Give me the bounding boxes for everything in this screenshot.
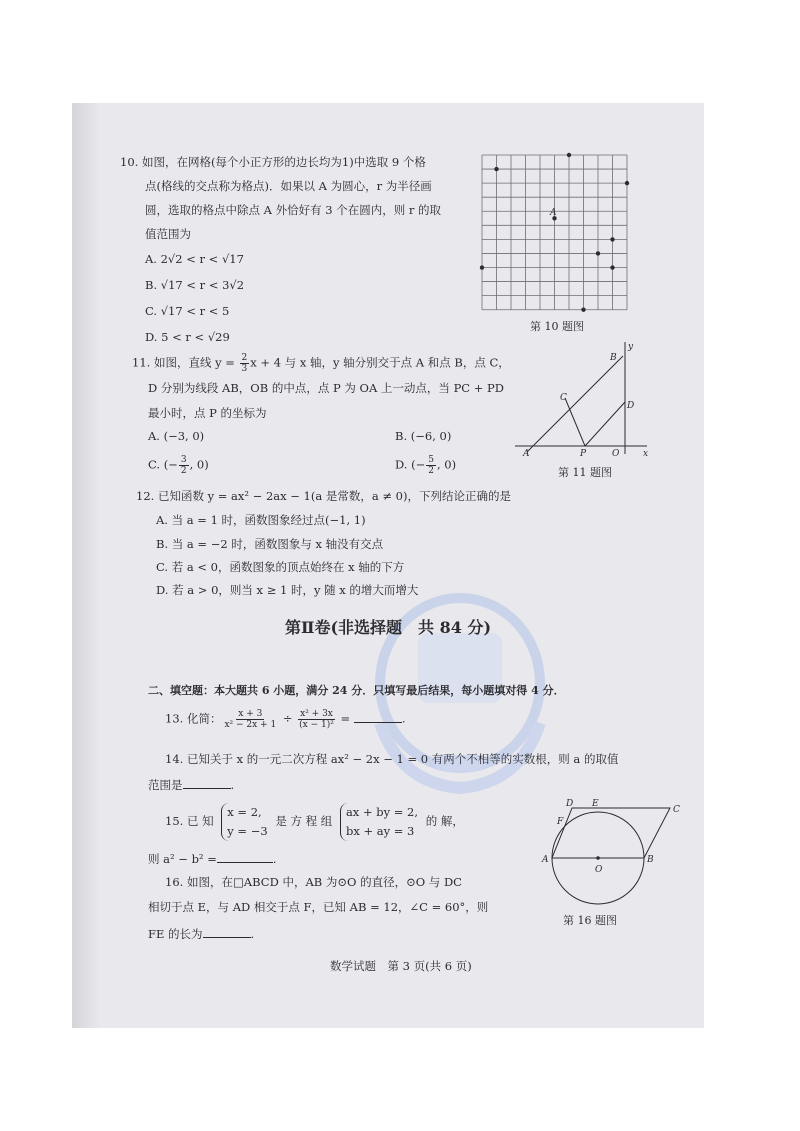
q11-label-a: A xyxy=(523,449,530,459)
q13-fraction-2 xyxy=(297,709,336,730)
q10-option-c: C. √17 < r < 5 xyxy=(145,304,230,318)
q13-frac1-den: x² − 2x + 1 xyxy=(224,720,277,730)
grid-point xyxy=(581,308,585,312)
q11-option-d-post: , 0) xyxy=(436,457,457,472)
q11-option-c-post: , 0) xyxy=(189,457,209,472)
q11-line1-a: 11. 如图，直线 y = xyxy=(132,355,239,370)
q12-option-c: C. 若 a < 0，函数图象的顶点始终在 x 轴的下方 xyxy=(156,560,405,574)
q15-sys2-row2: bx + ay = 3 xyxy=(345,824,415,838)
q16-line3: FE 的长为 . xyxy=(148,927,255,941)
q11-option-c-num: 3 xyxy=(180,455,187,465)
q16-answer-blank[interactable] xyxy=(203,925,251,938)
q11-option-a: A. (−3, 0) xyxy=(148,429,205,443)
q14-line2-pre: 范围是 xyxy=(148,778,183,792)
grid-point xyxy=(610,237,614,241)
q13-pre: 13. 化简： xyxy=(165,711,222,726)
q12-option-b: B. 当 a = −2 时，函数图象与 x 轴没有交点 xyxy=(156,537,384,551)
q16-line3-pre: FE 的长为 xyxy=(148,927,203,941)
q10-label-a: A xyxy=(550,208,557,218)
q16-label-b: B xyxy=(647,855,654,865)
q10-line3: 圆，选取的格点中除点 A 外恰好有 3 个在圆内，则 r 的取 xyxy=(145,203,442,217)
q11-line1-b: x + 4 与 x 轴，y 轴分别交于点 A 和点 B，点 C， xyxy=(250,355,510,370)
q13-line: 13. 化简： $\frac{x + 3}{\text{x² − 2x + 1}}$ ÷ $\frac{\text{x² + 3x}}{\text{(x − 1)²}}$ = . xyxy=(165,709,406,730)
q11-slope-num: 2 xyxy=(241,353,248,363)
q11-option-c xyxy=(148,455,209,476)
q16-label-a: A xyxy=(542,855,549,865)
q11-slope-fraction xyxy=(240,353,250,374)
q11-caption: 第 11 题图 xyxy=(558,466,612,479)
q11-line2: D 分别为线段 AB，OB 的中点，点 P 为 OA 上一动点，当 PC + PD xyxy=(148,381,505,395)
q14-answer-blank[interactable] xyxy=(183,776,231,789)
q15-line1 xyxy=(165,803,464,841)
q16-label-c: C xyxy=(673,805,680,815)
q16-label-f: F xyxy=(557,817,564,827)
q12-option-a: A. 当 a = 1 时，函数图象经过点(−1, 1) xyxy=(156,513,366,527)
q11-label-c: C xyxy=(560,393,567,403)
q15-answer-blank[interactable] xyxy=(217,850,273,863)
q11-option-c-den: 2 xyxy=(180,466,187,476)
q15-system-1 xyxy=(221,803,267,841)
q15-sys1-row2: y = −3 xyxy=(227,824,268,838)
q15-pre: 15. 已 知 xyxy=(165,814,214,828)
q11-label-p: P xyxy=(580,449,587,459)
q13-frac1-num: x + 3 xyxy=(238,709,263,719)
q16-line1: 16. 如图，在□ABCD 中，AB 为⊙O 的直径，⊙O 与 DC xyxy=(165,875,462,889)
q10-option-a: A. 2√2 < r < √17 xyxy=(145,252,244,266)
q10-caption: 第 10 题图 xyxy=(530,320,584,333)
q11-label-b: B xyxy=(610,353,617,363)
q11-line3: 最小时，点 P 的坐标为 xyxy=(148,406,267,420)
q11-line1 xyxy=(132,353,510,374)
q16-line2: 相切于点 E，与 AD 相交于点 F，已知 AB = 12，∠C = 60°，则 xyxy=(148,900,489,914)
q11-option-b: B. (−6, 0) xyxy=(395,429,452,443)
page-footer: 数学试题 第 3 页(共 6 页) xyxy=(330,959,472,973)
q10-option-b: B. √17 < r < 3√2 xyxy=(145,278,245,292)
paper-shadow xyxy=(72,103,100,1028)
q15-line2: 则 a² − b² = . xyxy=(148,852,277,866)
q13-frac2-num: x² + 3x xyxy=(300,709,333,719)
q13-divide-operator: ÷ xyxy=(282,711,293,726)
q16-circle-figure xyxy=(540,800,685,915)
grid-point xyxy=(625,181,629,185)
grid-point xyxy=(596,251,600,255)
q10-option-d: D. 5 < r < √29 xyxy=(145,330,230,344)
q15-system-2 xyxy=(340,803,418,841)
q10-line4: 值范围为 xyxy=(145,227,191,241)
q12-option-d: D. 若 a > 0，则当 x ≥ 1 时，y 随 x 的增大而增大 xyxy=(156,583,419,597)
q11-slope-den: 3 xyxy=(241,364,248,374)
q11-label-y: y xyxy=(628,342,634,352)
q15-mid: 是 方 程 组 xyxy=(275,814,333,828)
q13-frac2-den: (x − 1)² xyxy=(299,720,334,730)
q10-line2: 点(格线的交点称为格点)．如果以 A 为圆心，r 为半径画 xyxy=(145,179,432,193)
q15-sys1-row1: x = 2, xyxy=(227,805,262,819)
q11-label-x: x xyxy=(643,449,649,459)
q14-line2: 范围是 . xyxy=(148,778,235,792)
grid-point xyxy=(610,265,614,269)
q11-option-d-num: 5 xyxy=(428,455,434,465)
q11-option-c-pre: C. (− xyxy=(148,457,178,472)
q11-option-c-fraction xyxy=(179,455,189,476)
q11-option-d-pre: D. (− xyxy=(395,457,426,472)
grid-point xyxy=(567,153,571,157)
q16-label-o: O xyxy=(595,865,603,875)
q11-option-d xyxy=(395,455,456,476)
q11-label-d: D xyxy=(627,401,635,411)
q16-label-e: E xyxy=(592,799,599,809)
q10-grid-figure xyxy=(482,155,632,310)
grid-point xyxy=(480,265,484,269)
grid-point xyxy=(494,167,498,171)
part2-title: 第Ⅱ卷(非选择题 共 84 分) xyxy=(285,618,492,637)
q14-line1: 14. 已知关于 x 的一元二次方程 ax² − 2x − 1 = 0 有两个不相等的实数根，则 a 的取值 xyxy=(165,752,619,766)
q11-option-d-fraction xyxy=(426,455,436,476)
q12-line1: 12. 已知函数 y = ax² − 2ax − 1(a 是常数，a ≠ 0)，下列结论正确的是 xyxy=(136,489,511,503)
q15-post: 的 解， xyxy=(425,814,464,828)
q13-fraction-1 xyxy=(222,709,278,730)
q16-label-d: D xyxy=(566,799,574,809)
q10-line1: 10. 如图，在网格(每个小正方形的边长均为1)中选取 9 个格 xyxy=(120,155,426,169)
section2-heading: 二、填空题：本大题共 6 小题，满分 24 分．只填写最后结果，每小题填对得 4 分． xyxy=(148,684,565,697)
q15-sys2-row1: ax + by = 2, xyxy=(345,805,419,819)
q11-option-d-den: 2 xyxy=(428,466,434,476)
q13-equals: = xyxy=(340,711,351,726)
q16-caption: 第 16 题图 xyxy=(563,914,617,927)
q13-answer-blank[interactable] xyxy=(354,710,402,723)
q11-label-o: O xyxy=(612,449,620,459)
q11-line-figure xyxy=(515,340,655,460)
q15-line2-pre: 则 a² − b² = xyxy=(148,852,217,866)
